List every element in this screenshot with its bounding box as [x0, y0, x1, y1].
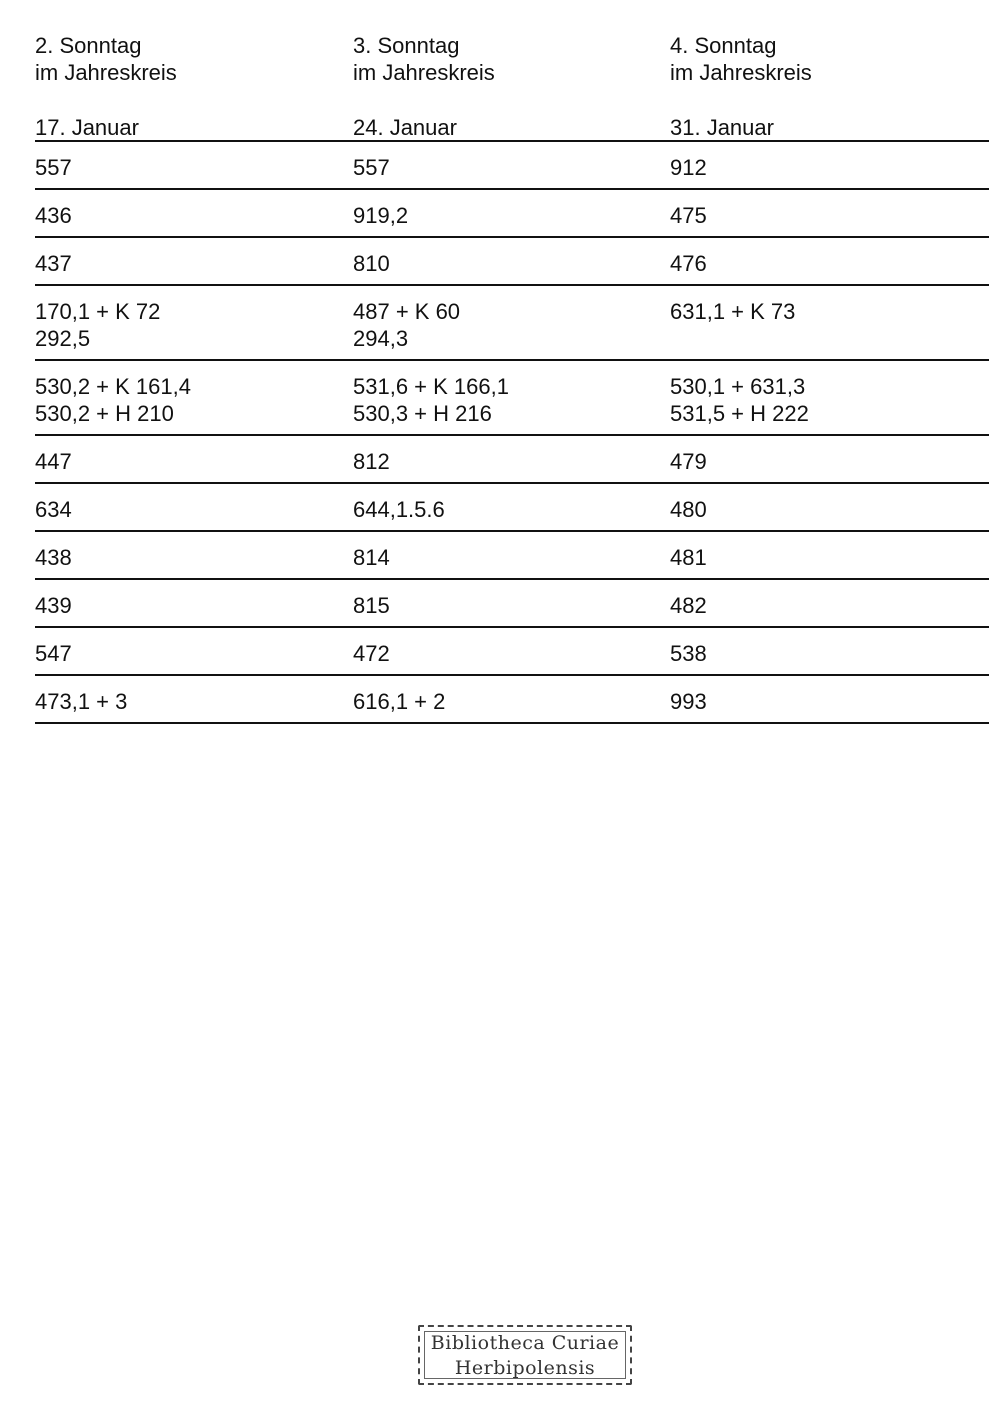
cell-line: 294,3: [353, 326, 409, 351]
stamp-line-2: Herbipolensis: [454, 1357, 596, 1379]
table-cell: [670, 448, 707, 475]
table-cell: [35, 202, 72, 229]
table-cell: [670, 373, 809, 427]
cell-line: 547: [35, 641, 72, 666]
table-cell: [35, 544, 72, 571]
table-cell: [353, 496, 445, 523]
table-row: [35, 238, 989, 286]
cell-line: 814: [353, 545, 390, 570]
table-row: [35, 628, 989, 676]
table-row: [35, 676, 989, 724]
cell-line: 437: [35, 251, 72, 276]
table-cell: [35, 688, 127, 715]
table-cell: [35, 496, 72, 523]
cell-line: 815: [353, 593, 390, 618]
cell-line: 812: [353, 449, 390, 474]
cell-line: 487 + K 60: [353, 299, 461, 324]
sunday-header-row: [35, 32, 989, 90]
cell-line: 479: [670, 449, 707, 474]
cell-line: 810: [353, 251, 390, 276]
table-cell: [35, 640, 72, 667]
cell-line: 481: [670, 545, 707, 570]
date-col3: 31. Januar: [670, 115, 774, 140]
cell-line: 538: [670, 641, 707, 666]
cell-line: 292,5: [35, 326, 91, 351]
cell-line: 439: [35, 593, 72, 618]
table-cell: [353, 592, 390, 619]
table-cell: [35, 373, 191, 427]
table-cell: [670, 640, 707, 667]
hymn-table: [35, 32, 989, 724]
cell-line: 438: [35, 545, 72, 570]
sunday-label: 4. Sonntag: [670, 33, 777, 58]
sunday-header-col1: [35, 32, 177, 86]
table-row: [35, 190, 989, 238]
cell-line: 616,1 + 2: [353, 689, 446, 714]
table-cell: [670, 592, 707, 619]
table-cell: [670, 154, 707, 181]
sunday-label: 3. Sonntag: [353, 33, 460, 58]
table-cell: [670, 688, 707, 715]
cell-line: 473,1 + 3: [35, 689, 128, 714]
table-cell: [670, 202, 707, 229]
stamp-line-1: Bibliotheca Curiae: [430, 1332, 620, 1354]
sunday-header-col3: [670, 32, 812, 86]
table-row: [35, 142, 989, 190]
cell-line: 472: [353, 641, 390, 666]
cell-line: 530,2 + K 161,4: [35, 374, 191, 399]
table-cell: [353, 373, 509, 427]
table-cell: [35, 592, 72, 619]
stamp-border: [424, 1331, 626, 1379]
sunday-subtitle: im Jahreskreis: [670, 60, 812, 85]
date-row: [35, 90, 989, 140]
cell-line: 480: [670, 497, 707, 522]
cell-line: 993: [670, 689, 707, 714]
cell-line: 530,3 + H 216: [353, 401, 492, 426]
cell-line: 530,2 + H 210: [35, 401, 174, 426]
sunday-header-col2: [353, 32, 495, 86]
table-cell: [670, 250, 707, 277]
date-col1: 17. Januar: [35, 115, 139, 140]
table-row: [35, 361, 989, 436]
cell-line: 170,1 + K 72: [35, 299, 161, 324]
cell-line: 447: [35, 449, 72, 474]
table-cell: [353, 250, 390, 277]
table-cell: [35, 298, 160, 352]
cell-line: 531,6 + K 166,1: [353, 374, 509, 399]
cell-line: 530,1 + 631,3: [670, 374, 806, 399]
cell-line: 557: [35, 155, 72, 180]
table-cell: [353, 154, 390, 181]
table-cell: [670, 496, 707, 523]
table-cell: [353, 544, 390, 571]
table-cell: [35, 250, 72, 277]
table-cell: [353, 202, 408, 229]
cell-line: 436: [35, 203, 72, 228]
cell-line: 912: [670, 155, 707, 180]
sunday-subtitle: im Jahreskreis: [35, 60, 177, 85]
table-row: [35, 580, 989, 628]
table-cell: [353, 688, 445, 715]
table-row: [35, 286, 989, 361]
table-body: [35, 142, 989, 724]
table-cell: [670, 544, 707, 571]
table-cell: [35, 448, 72, 475]
sunday-label: 2. Sonntag: [35, 33, 142, 58]
cell-line: 475: [670, 203, 707, 228]
cell-line: 482: [670, 593, 707, 618]
table-row: [35, 484, 989, 532]
table-row: [35, 436, 989, 484]
cell-line: 634: [35, 497, 72, 522]
table-cell: [353, 298, 460, 352]
table-row: [35, 532, 989, 580]
sunday-subtitle: im Jahreskreis: [353, 60, 495, 85]
library-stamp: [418, 1325, 632, 1385]
cell-line: 476: [670, 251, 707, 276]
cell-line: 531,5 + H 222: [670, 401, 809, 426]
cell-line: 557: [353, 155, 390, 180]
cell-line: 919,2: [353, 203, 409, 228]
table-cell: [353, 448, 390, 475]
date-col2: 24. Januar: [353, 115, 457, 140]
table-cell: [353, 640, 390, 667]
cell-line: 631,1 + K 73: [670, 299, 796, 324]
cell-line: 644,1.5.6: [353, 497, 445, 522]
table-cell: [670, 298, 795, 325]
table-cell: [35, 154, 72, 181]
